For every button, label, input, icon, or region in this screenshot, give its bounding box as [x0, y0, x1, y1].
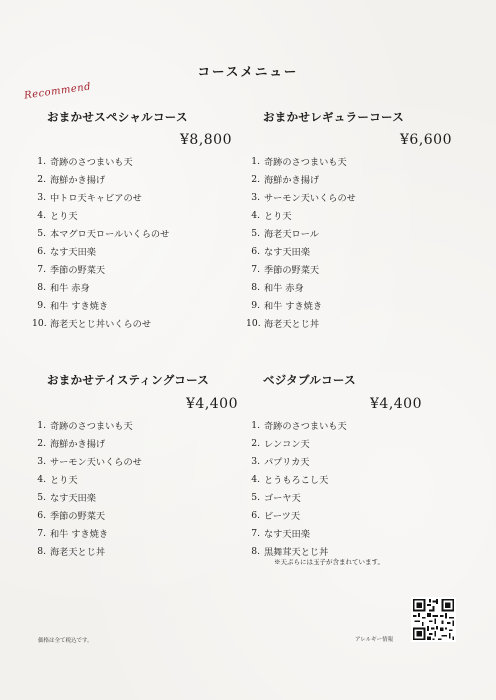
menu-item — [246, 296, 356, 314]
menu-item — [246, 260, 356, 278]
menu-item-number: 8. — [251, 281, 260, 293]
menu-item-label: 海老天とじ丼いくらのせ — [50, 319, 152, 330]
course-price-special: ¥8,800 — [180, 132, 232, 148]
menu-item-number: 9. — [251, 299, 260, 311]
course-name-tasting: おまかせテイスティングコース — [47, 373, 210, 387]
course-items-tasting — [32, 416, 142, 560]
menu-item-number: 1. — [37, 155, 46, 167]
menu-item-number: 5. — [37, 227, 46, 239]
menu-item-label: なす天田楽 — [264, 247, 310, 258]
menu-item-number: 8. — [37, 545, 46, 557]
tax-note: 価格は全て税込です。 — [38, 638, 93, 644]
course-items-special — [32, 152, 169, 332]
menu-item — [246, 506, 347, 524]
qr-code-icon[interactable] — [411, 597, 456, 642]
menu-item — [32, 416, 142, 434]
course-name-special: おまかせスペシャルコース — [47, 110, 188, 124]
menu-item-number: 1. — [37, 419, 46, 431]
menu-item-number: 3. — [251, 455, 260, 467]
allergy-label: アレルギー情報 — [355, 637, 394, 643]
menu-item-number: 6. — [37, 509, 46, 521]
menu-item — [246, 314, 356, 332]
course-price-vegetable: ¥4,400 — [370, 396, 422, 412]
menu-item — [32, 278, 169, 296]
menu-item-label: 海鮮かき揚げ — [50, 439, 106, 450]
course-name-vegetable: ベジタブルコース — [263, 373, 356, 387]
menu-item-number: 4. — [37, 473, 46, 485]
menu-item-number: 3. — [37, 191, 46, 203]
menu-item-number: 4. — [251, 473, 260, 485]
menu-item-label: 海鮮かき揚げ — [264, 175, 320, 186]
menu-item-number: 8. — [251, 545, 260, 557]
menu-item-label: パプリカ天 — [264, 457, 310, 468]
menu-item-number: 2. — [251, 173, 260, 185]
menu-item-label: 和牛 赤身 — [50, 283, 90, 294]
menu-item-label: 季節の野菜天 — [264, 265, 320, 276]
menu-item-label: なす天田楽 — [50, 247, 96, 258]
menu-item-number: 5. — [37, 491, 46, 503]
menu-item-number: 6. — [251, 509, 260, 521]
page-title: コースメニュー — [197, 64, 299, 79]
menu-item-number: 2. — [251, 437, 260, 449]
menu-item-label: サーモン天いくらのせ — [264, 193, 356, 204]
menu-item-label: 和牛 すき焼き — [50, 301, 109, 312]
course-items-regular — [246, 152, 356, 332]
menu-item — [32, 260, 169, 278]
menu-item-number: 7. — [37, 527, 46, 539]
menu-item — [246, 188, 356, 206]
course-price-tasting: ¥4,400 — [186, 396, 238, 412]
menu-item-label: 奇跡のさつまいも天 — [50, 157, 133, 168]
menu-item-label: 季節の野菜天 — [50, 511, 106, 522]
menu-item — [32, 242, 169, 260]
menu-item-number: 2. — [37, 173, 46, 185]
menu-item — [246, 152, 356, 170]
menu-item-number: 7. — [251, 527, 260, 539]
menu-item — [32, 452, 142, 470]
menu-item — [246, 224, 356, 242]
menu-item-label: 和牛 すき焼き — [264, 301, 323, 312]
menu-item-label: 奇跡のさつまいも天 — [264, 157, 347, 168]
menu-item-number: 1. — [251, 419, 260, 431]
menu-item-number: 10. — [246, 317, 261, 329]
menu-item — [246, 452, 347, 470]
course-items-vegetable — [246, 416, 347, 560]
menu-item — [32, 188, 169, 206]
menu-item-label: なす天田楽 — [50, 493, 96, 504]
menu-item-number: 6. — [37, 245, 46, 257]
course-name-regular: おまかせレギュラーコース — [263, 110, 405, 124]
menu-item — [32, 488, 142, 506]
menu-item-label: ビーツ天 — [264, 511, 301, 522]
menu-item — [32, 206, 169, 224]
menu-item-number: 10. — [32, 317, 47, 329]
menu-item-label: とり天 — [264, 211, 292, 222]
menu-item-label: ゴーヤ天 — [264, 493, 301, 504]
menu-item-label: 海老天ロール — [264, 229, 319, 240]
menu-item-label: 中トロ天キャビアのせ — [50, 193, 142, 204]
menu-item-number: 3. — [251, 191, 260, 203]
menu-item — [246, 242, 356, 260]
menu-item-number: 5. — [251, 491, 260, 503]
menu-item-label: とり天 — [50, 475, 78, 486]
menu-item-number: 5. — [251, 227, 260, 239]
menu-item — [246, 524, 347, 542]
menu-item — [32, 524, 142, 542]
menu-item-label: 奇跡のさつまいも天 — [50, 421, 133, 432]
menu-item — [32, 314, 169, 332]
menu-item-label: 和牛 赤身 — [264, 283, 304, 294]
menu-item-number: 1. — [251, 155, 260, 167]
menu-item-number: 8. — [37, 281, 46, 293]
menu-item-label: 本マグロ天ロールいくらのせ — [50, 229, 170, 240]
menu-item-number: 3. — [37, 455, 46, 467]
menu-item — [246, 278, 356, 296]
recommend-label: Recommend — [23, 81, 92, 102]
menu-item — [246, 206, 356, 224]
menu-item-number: 7. — [37, 263, 46, 275]
menu-item-number: 4. — [251, 209, 260, 221]
menu-item-number: 6. — [251, 245, 260, 257]
menu-item-label: 海鮮かき揚げ — [50, 175, 106, 186]
menu-item-label: レンコン天 — [264, 439, 310, 450]
menu-item — [246, 470, 347, 488]
menu-item-label: とり天 — [50, 211, 78, 222]
menu-item-label: 季節の野菜天 — [50, 265, 106, 276]
menu-item — [32, 470, 142, 488]
menu-item — [32, 170, 169, 188]
menu-item — [32, 152, 169, 170]
menu-item-label: 黒舞茸天とじ丼 — [264, 547, 329, 558]
menu-item — [32, 434, 142, 452]
menu-item — [246, 170, 356, 188]
menu-item — [32, 506, 142, 524]
menu-item-number: 7. — [251, 263, 260, 275]
egg-note: ※天ぷらには玉子が含まれています。 — [274, 558, 384, 566]
menu-item-number: 2. — [37, 437, 46, 449]
menu-item-label: 海老天とじ丼 — [264, 319, 320, 330]
menu-item-number: 4. — [37, 209, 46, 221]
menu-item — [246, 416, 347, 434]
menu-item-label: 海老天とじ丼 — [50, 547, 106, 558]
menu-item-label: サーモン天いくらのせ — [50, 457, 142, 468]
menu-item-label: 和牛 すき焼き — [50, 529, 109, 540]
menu-item-number: 9. — [37, 299, 46, 311]
menu-item — [32, 296, 169, 314]
menu-item — [32, 224, 169, 242]
menu-item — [246, 488, 347, 506]
menu-item — [246, 434, 347, 452]
menu-item-label: とうもろこし天 — [264, 475, 329, 486]
course-price-regular: ¥6,600 — [400, 132, 452, 148]
menu-item — [32, 542, 142, 560]
menu-item-label: なす天田楽 — [264, 529, 310, 540]
menu-item-label: 奇跡のさつまいも天 — [264, 421, 347, 432]
